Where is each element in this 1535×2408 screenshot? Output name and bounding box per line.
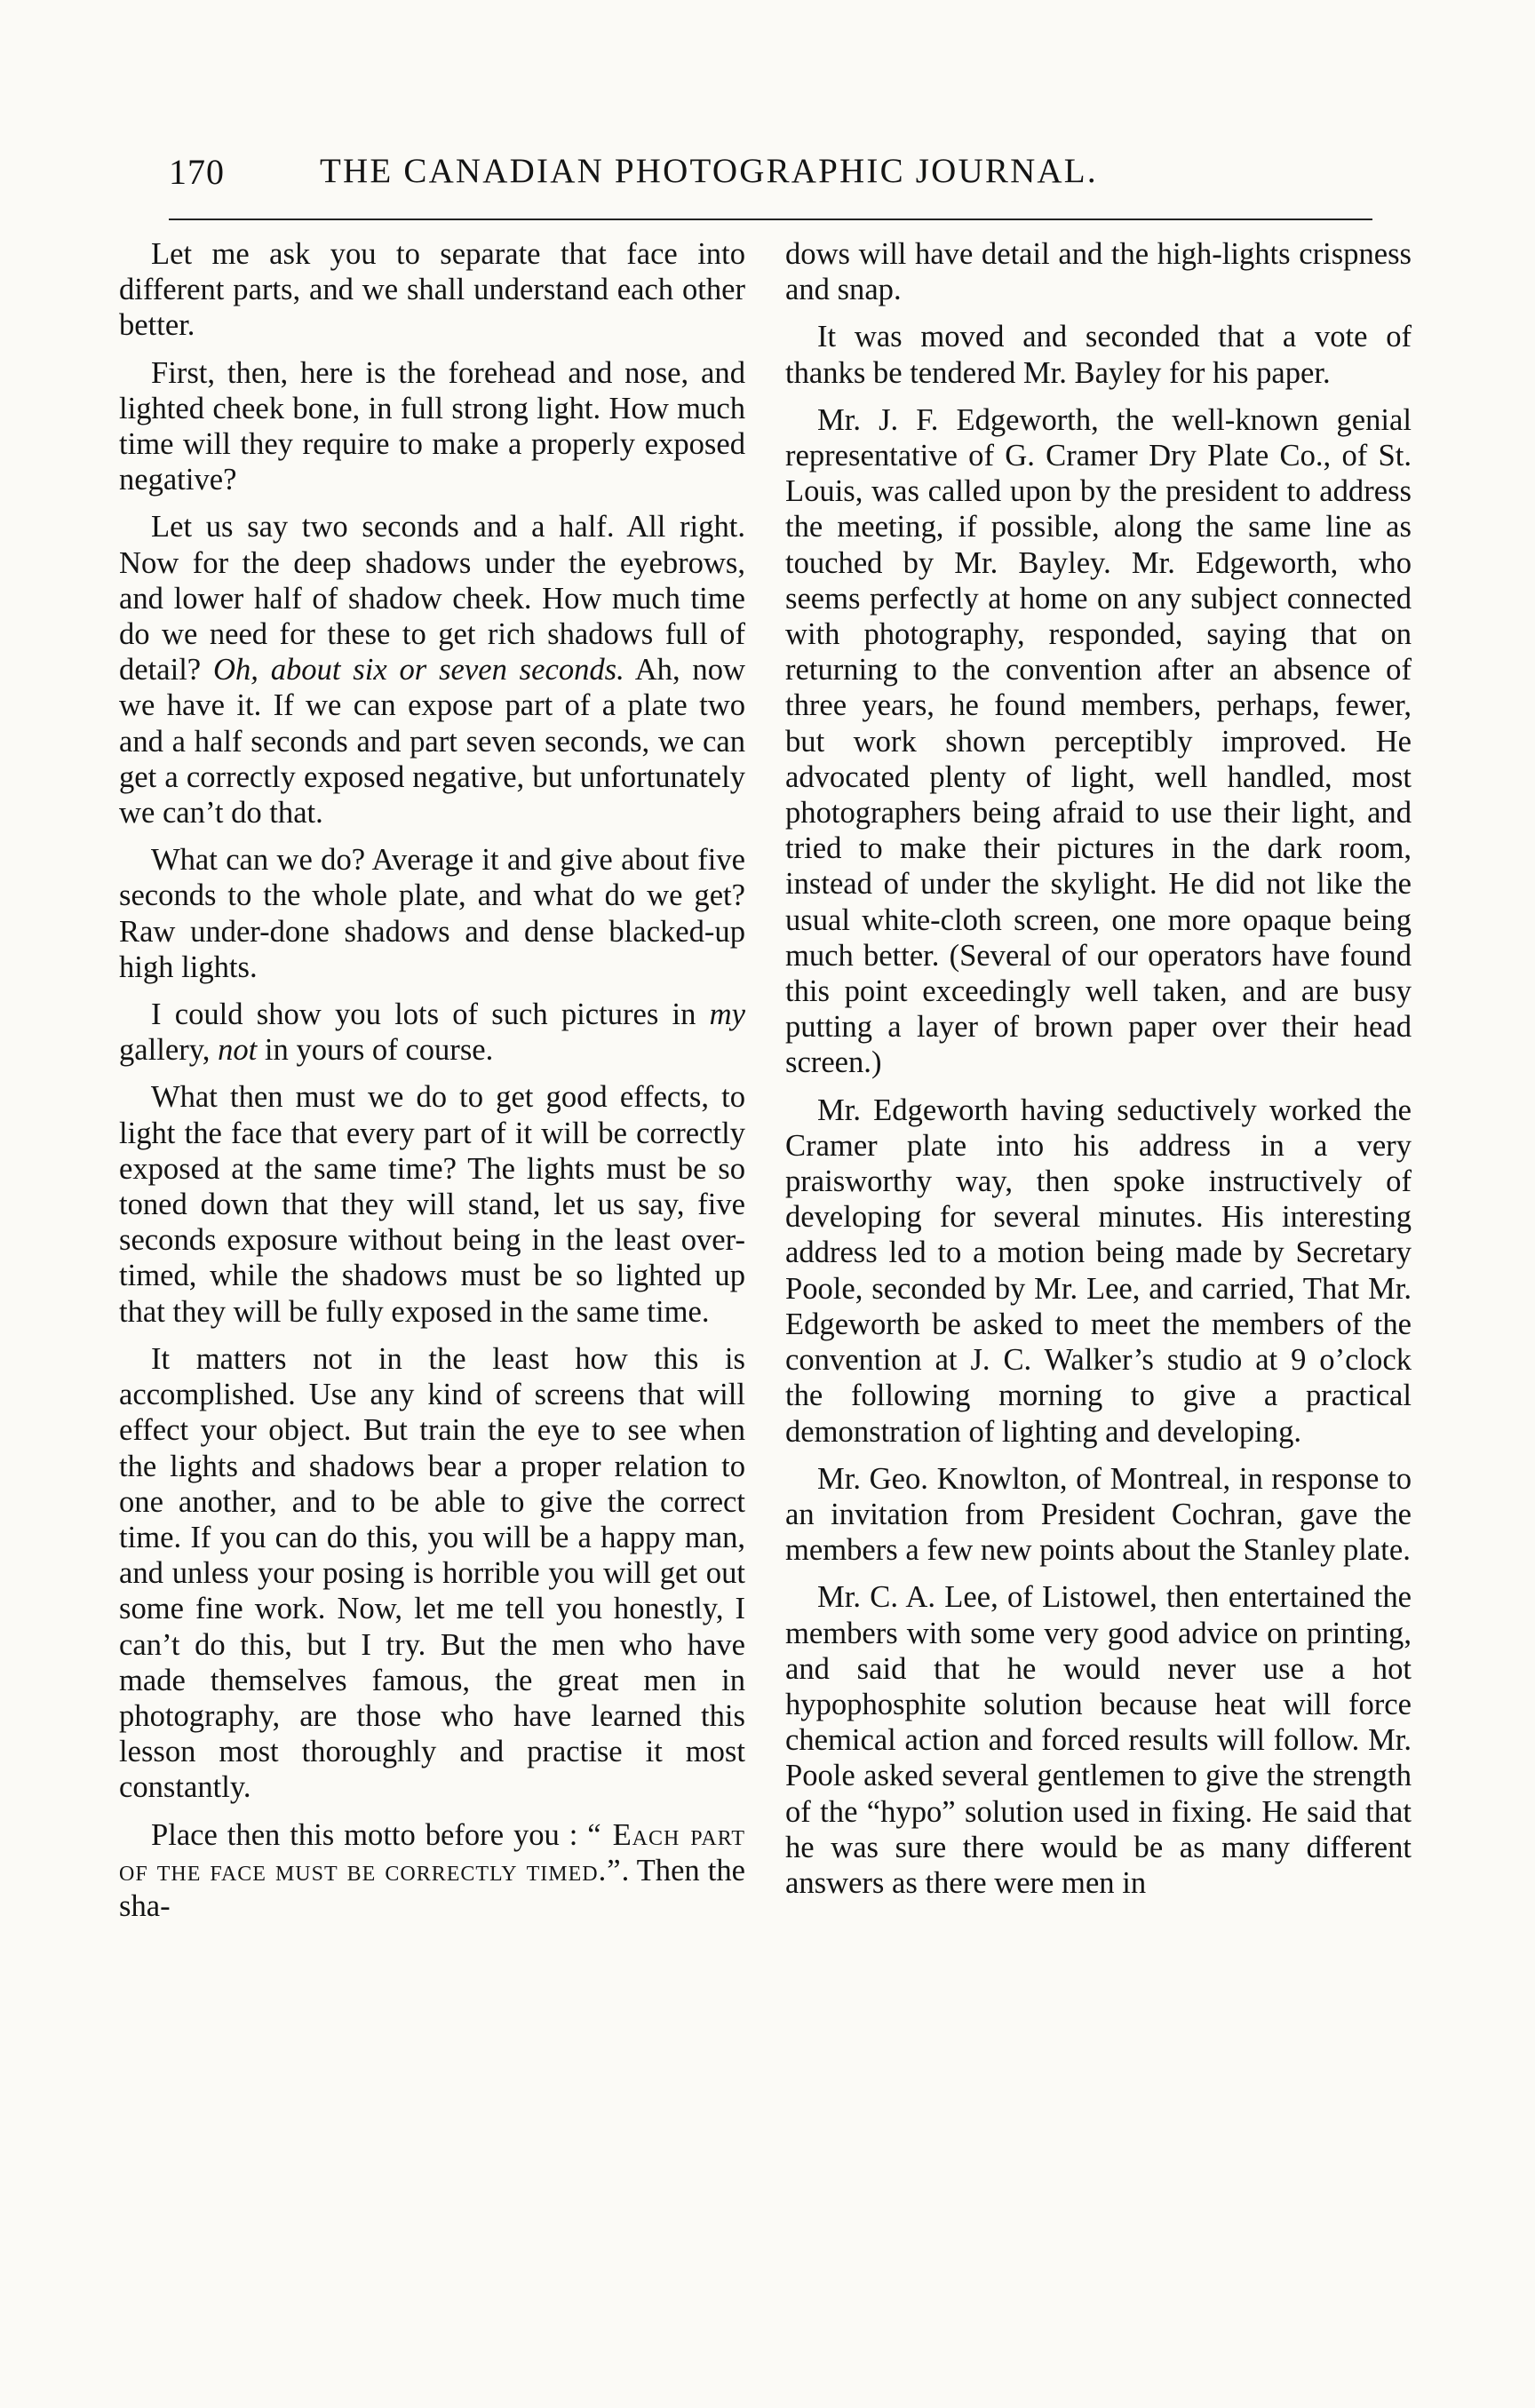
journal-title: THE CANADIAN PHOTOGRAPHIC JOURNAL. [320, 152, 1098, 190]
paragraph-text: in yours of course. [264, 1033, 494, 1068]
paragraph [119, 509, 745, 830]
right-column [785, 236, 1412, 1912]
paragraph-text: Let us say two seconds and a half. All right. Now for the deep shadows under the eyebrows, and lower half of shadow cheek. How much time do we need for these to get rich shadows full of detail? [119, 510, 745, 687]
paragraph-continued: dows will have detail and the high-lights crispness and snap. [785, 237, 1412, 307]
paragraph: What can we do? Average it and give about five seconds to the whole plate, and what do we get? Raw under-done shadows and dense blacked-up high lights. [119, 843, 745, 984]
paragraph: Mr. J. F. Edgeworth, the well-known genial representative of G. Cramer Dry Plate Co., of St. Louis, was called upon by the president to address the meeting, if possible, along the same line as touched by Mr. Bayley. Mr. Edgeworth, who seems perfectly at home on any subject connected with photography, responded, saying that on returning to the convention after an absence of three years, he found members, perhaps, fewer, but work shown perceptibly improved. He advocated plenty of light, well handled, most photographers being afraid to use their light, and tried to make their pictures in the dark room, instead of under the skylight. He did not like the usual white-cloth screen, one more opaque being much better. (Several of our operators have found this point exceedingly well taken, and are busy putting a layer of brown paper over their head screen.) [785, 402, 1412, 1080]
paragraph: First, then, here is the forehead and nose, and lighted cheek bone, in full strong light. How much time will they require to make a properly exposed negative? [119, 355, 745, 497]
paragraph-text: . Then the sha- [119, 1853, 745, 1923]
paragraph-text: I could show you lots of such pictures in [151, 997, 696, 1032]
motto: “ Each part of the face must be correctly timed.” [119, 1817, 745, 1887]
paragraph: Mr. Edgeworth having seductively worked the Cramer plate into his address in a very praisworthy way, then spoke instructively of developing for several minutes. His interesting address led to a motion being made by Secretary Poole, seconded by Mr. Lee, and carried, That Mr. Edgeworth be asked to meet the members of the convention at J. C. Walker’s studio at 9 o’clock the following morning to give a practical demonstration of lighting and developing. [785, 1093, 1412, 1449]
page-number: 170 [169, 152, 225, 192]
paragraph: Mr. C. A. Lee, of Listowel, then entertained the members with some very good advice on printing, and said that he would never use a hot hypophosphite solution because heat will force chemical action and forced results will follow. Mr. Poole asked several gentlemen to give the strength of the “hypo” solution used in fixing. He said that he was sure there would be as many different answers as there were men in [785, 1580, 1412, 1900]
italic-quote: Oh, about six or seven seconds. [212, 653, 624, 687]
paragraph [119, 1817, 745, 1925]
page-header [169, 151, 1377, 201]
paragraph [119, 997, 745, 1068]
paragraph: It matters not in the least how this is accomplished. Use any kind of screens that will effect your object. But train the eye to see when the lights and shadows bear a proper relation to one another, and to be able to give the correct time. If you can do this, you will be a happy man, and unless your posing is horrible you will get out some fine work. Now, let me tell you honestly, I can’t do this, but I try. But the men who have made themselves famous, the great men in photography, are those who have learned this lesson most thoroughly and practise it most constantly. [119, 1341, 745, 1805]
paragraph-text: Place then this motto before you : [151, 1817, 578, 1852]
italic-word: not [218, 1033, 258, 1068]
italic-word: my [709, 997, 745, 1032]
paragraph-text: gallery, [119, 1033, 211, 1068]
paragraph: What then must we do to get good effects, to light the face that every part of it will be correctly exposed at the same time? The lights must be so toned down that they will stand, let us say, five seconds exposure without being in the least over-timed, while the shadows must be so lighted up that they will be fully exposed in the same time. [119, 1080, 745, 1329]
paragraph: Mr. Geo. Knowlton, of Montreal, in response to an invitation from President Cochran, gave the members a few new points about the Stanley plate. [785, 1461, 1412, 1568]
paragraph: It was moved and seconded that a vote of thanks be tendered Mr. Bayley for his paper. [785, 320, 1412, 390]
header-rule [169, 219, 1372, 220]
paragraph: Let me ask you to separate that face into different parts, and we shall understand each other better. [119, 237, 745, 343]
paragraph-text: Ah, now we have it. If we can expose part of a plate two and a half seconds and part seven seconds, we can get a correctly exposed negative, but unfortunately we can’t do that. [119, 653, 745, 830]
left-column [119, 236, 745, 1935]
